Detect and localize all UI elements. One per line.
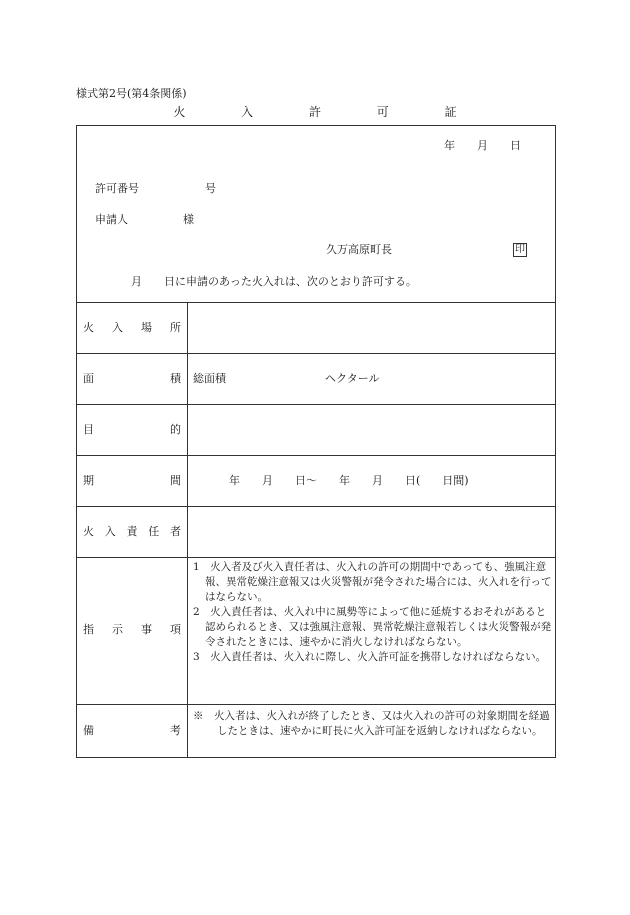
permit-number: 許可番号 号: [95, 182, 216, 195]
label-fire-location: 火入場所: [83, 321, 181, 334]
label-responsible-person: 火入責任者: [83, 525, 181, 538]
label-purpose: 目的: [83, 423, 181, 436]
row-divider: [77, 302, 555, 303]
applicant: 申請人 様: [95, 213, 194, 226]
instruction-item: 3 火入責任者は、火入れに際し、火入許可証を携帯しなければならない。: [193, 651, 547, 663]
instructions-list: [193, 560, 553, 665]
label-remarks: 備考: [83, 724, 181, 737]
instruction-item: 2 火入責任者は、火入れ中に風勢等によって他に延焼するおそれがあると認められるとき、又は強風注意報、異常乾燥注意報若しくは火災警報が発令されたときには、速やかに消火しなければならない。: [193, 606, 552, 648]
document-title: 火 入 許 可 証: [173, 105, 483, 119]
date-line: 年 月 日: [444, 139, 521, 152]
label-area: 面積: [83, 372, 181, 385]
period-value: 年 月 日～ 年 月 日( 日間): [229, 474, 469, 487]
issuer: 久万高原町長: [326, 243, 392, 256]
permit-table: [76, 125, 556, 758]
instruction-item: 1 火入者及び火入責任者は、火入れの許可の期間中であっても、強風注意報、異常乾燥注意報又は火災警報が発令された場合には、火入れを行ってはならない。: [193, 561, 552, 603]
label-period: 期間: [83, 474, 181, 487]
remarks-value: [193, 709, 553, 739]
permit-statement: 月 日に申請のあった火入れは、次のとおり許可する。: [131, 275, 417, 288]
row-divider: [77, 404, 555, 405]
form-number: 様式第2号(第4条関係): [76, 87, 187, 100]
seal-mark: 印: [515, 244, 525, 255]
row-divider: [77, 557, 555, 558]
remarks-text: ※ 火入者は、火入れが終了したとき、又は火入れの許可の対象期間を経過したときは、速やかに町長に火入許可証を返納しなければならない。: [193, 710, 550, 737]
row-divider: [77, 455, 555, 456]
row-divider: [77, 353, 555, 354]
row-divider: [77, 704, 555, 705]
label-instructions: 指示事項: [83, 623, 181, 636]
row-divider: [77, 506, 555, 507]
column-divider: [187, 302, 188, 757]
area-value: 総面積 ヘクタール: [193, 372, 380, 385]
